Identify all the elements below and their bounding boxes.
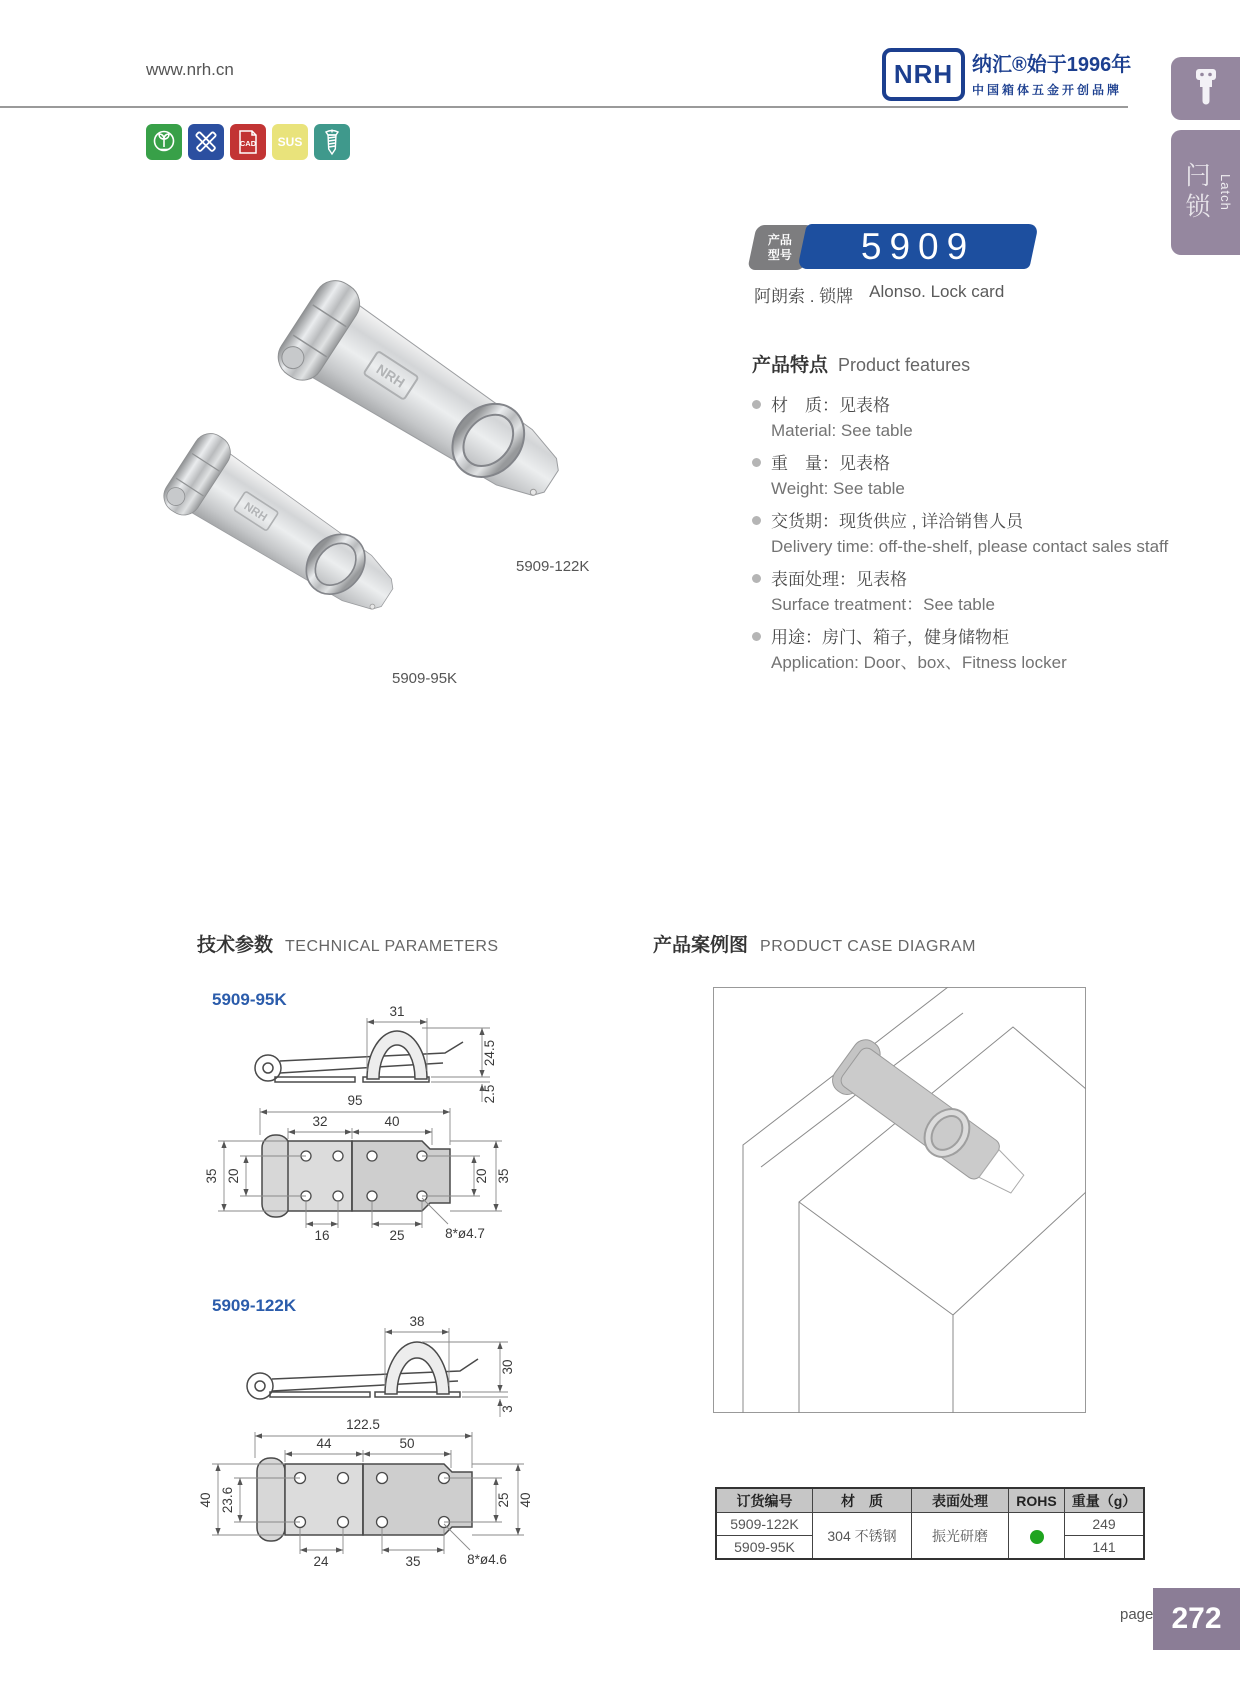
feature-en: Material: See table	[771, 421, 913, 440]
header-divider	[0, 106, 1128, 108]
table-row	[716, 1513, 1144, 1536]
eco-icon	[146, 124, 182, 160]
dim-thickness: 3	[500, 1405, 515, 1413]
latch-icon	[1193, 68, 1219, 110]
category-label-en: Latch	[1218, 174, 1233, 211]
case-diagram-hasp	[827, 1035, 1035, 1209]
case-diagram	[713, 987, 1086, 1413]
cad-icon-label: CAD	[239, 139, 257, 148]
dim-height: 24.5	[482, 1039, 497, 1067]
page-number-value: 272	[1171, 1602, 1222, 1635]
features-title	[752, 350, 1192, 377]
bullet-icon	[752, 400, 761, 409]
case-title-en: PRODUCT CASE DIAGRAM	[760, 938, 976, 955]
dim-pitch-right: 35	[405, 1554, 421, 1569]
certification-icons	[146, 124, 350, 160]
feature-en: Application: Door、box、Fitness locker	[771, 653, 1067, 672]
cell-material: 304 不锈钢	[813, 1513, 912, 1560]
dim-loop-width: 38	[409, 1314, 425, 1329]
dim-span-left: 32	[312, 1114, 328, 1129]
spec-table-header-row	[716, 1488, 1144, 1513]
technical-drawing-5909-122K	[160, 1292, 555, 1582]
dim-width-right: 40	[518, 1492, 533, 1508]
cell-part-no: 5909-95K	[716, 1536, 813, 1560]
cell-rohs	[1009, 1513, 1065, 1560]
feature-item	[752, 567, 1192, 617]
feature-zh: 材 质：见表格	[771, 396, 890, 415]
dim-holes: 8*ø4.7	[445, 1226, 485, 1241]
brand-line1: 纳汇®始于1996年	[972, 54, 1132, 76]
dim-width-left: 40	[198, 1492, 213, 1508]
cell-weight: 249	[1065, 1513, 1145, 1536]
features-title-zh: 产品特点	[752, 355, 829, 376]
cad-icon	[230, 124, 266, 160]
col-part-no: 订货编号	[716, 1488, 813, 1513]
feature-en: Delivery time: off-the-shelf, please contact sales staff	[771, 537, 1169, 556]
category-label-zh: 闩锁	[1182, 161, 1210, 224]
page-number	[1153, 1588, 1240, 1650]
photo-label-small: 5909-95K	[392, 670, 458, 687]
feature-item	[752, 393, 1192, 443]
dim-span-right: 40	[384, 1114, 400, 1129]
tech-title-en: TECHNICAL PARAMETERS	[285, 938, 499, 955]
model-tag-line2: 型号	[768, 247, 793, 262]
feature-zh: 表面处理：见表格	[771, 570, 907, 589]
col-rohs: ROHS	[1009, 1488, 1065, 1513]
case-title-zh: 产品案例图	[653, 935, 749, 956]
technical-drawing-5909-95K	[160, 978, 520, 1248]
sus-icon	[272, 124, 308, 160]
page-label: page	[1120, 1606, 1154, 1623]
dim-row-right: 20	[474, 1168, 489, 1184]
feature-zh: 交货期：现货供应 , 详洽销售人员	[771, 512, 1024, 531]
section-technical-parameters	[197, 930, 499, 957]
category-tab-latch[interactable]	[1171, 130, 1240, 255]
dim-total: 95	[347, 1093, 363, 1108]
dim-holes: 8*ø4.6	[467, 1552, 507, 1567]
feature-zh: 重 量：见表格	[771, 454, 890, 473]
feature-item	[752, 451, 1192, 501]
dim-row-left: 23.6	[220, 1486, 235, 1514]
photo-label-large: 5909-122K	[516, 558, 590, 575]
dim-pitch-right: 25	[389, 1228, 405, 1243]
model-number: 5909	[860, 225, 976, 267]
dim-width-left: 35	[204, 1168, 219, 1184]
cell-surface: 振光研磨	[912, 1513, 1009, 1560]
model-tag-line1: 产品	[768, 232, 793, 247]
dim-height: 30	[500, 1359, 515, 1375]
brand-slogan	[972, 48, 1142, 98]
spec-table	[715, 1487, 1145, 1560]
dim-row-right: 25	[496, 1492, 511, 1508]
design-tools-icon	[188, 124, 224, 160]
col-material: 材 质	[813, 1488, 912, 1513]
dim-total: 122.5	[346, 1417, 380, 1432]
rohs-pass-icon	[1030, 1530, 1044, 1544]
col-surface: 表面处理	[912, 1488, 1009, 1513]
brand-line2: 中国箱体五金开创品牌	[972, 83, 1123, 97]
screw-icon	[314, 124, 350, 160]
dim-row-left: 20	[226, 1168, 241, 1184]
product-name-en: Alonso. Lock card	[869, 282, 1005, 301]
feature-zh: 用途：房门、箱子，健身储物柜	[771, 628, 1009, 647]
feature-en: Surface treatment：See table	[771, 595, 995, 614]
bullet-icon	[752, 632, 761, 641]
drawing-label-122k: 5909-122K	[212, 1296, 297, 1315]
dim-span-left: 44	[316, 1436, 332, 1451]
sus-icon-label: SUS	[277, 135, 303, 149]
cell-part-no: 5909-122K	[716, 1513, 813, 1536]
col-weight: 重量（g）	[1065, 1488, 1145, 1513]
dim-pitch-left: 24	[313, 1554, 329, 1569]
product-features	[752, 350, 1192, 683]
dim-pitch-left: 16	[314, 1228, 330, 1243]
nrh-logo-text: NRH	[893, 59, 954, 89]
features-title-en: Product features	[838, 355, 971, 375]
section-case-diagram	[653, 930, 976, 957]
dim-width-right: 35	[496, 1168, 511, 1184]
model-banner	[797, 224, 1039, 269]
drawing-label-95k: 5909-95K	[212, 990, 287, 1009]
product-name-zh: 阿朗索 . 锁牌	[754, 287, 854, 306]
dim-span-right: 50	[399, 1436, 415, 1451]
feature-item	[752, 509, 1192, 559]
feature-en: Weight: See table	[771, 479, 905, 498]
nrh-logo	[882, 48, 965, 101]
website-url[interactable]: www.nrh.cn	[146, 60, 234, 79]
dim-loop-width: 31	[389, 1004, 405, 1019]
bullet-icon	[752, 516, 761, 525]
tech-title-zh: 技术参数	[197, 935, 274, 956]
category-tab-icon[interactable]	[1171, 57, 1240, 120]
bullet-icon	[752, 458, 761, 467]
dim-thickness: 2.5	[482, 1084, 497, 1104]
cell-weight: 141	[1065, 1536, 1145, 1560]
product-photo-small	[155, 425, 437, 652]
product-name	[754, 282, 1004, 307]
bullet-icon	[752, 574, 761, 583]
feature-item	[752, 625, 1192, 675]
